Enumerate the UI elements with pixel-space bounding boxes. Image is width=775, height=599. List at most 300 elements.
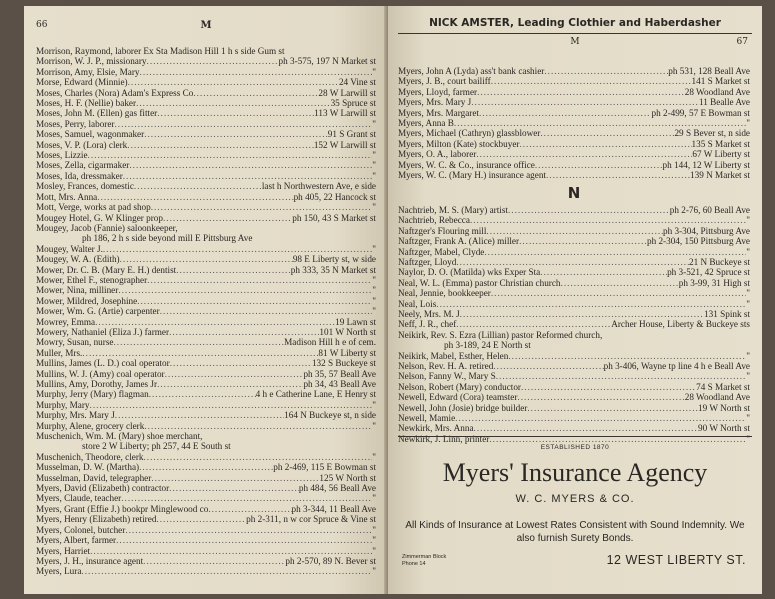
- leader-dots: [115, 410, 284, 420]
- leader-dots: [193, 88, 318, 98]
- entry-name: Newkirk, J. Linn, printer: [398, 433, 490, 444]
- directory-entry: [398, 288, 750, 298]
- directory-entry: [36, 150, 376, 160]
- leader-dots: [491, 288, 746, 298]
- leader-dots: [436, 299, 746, 309]
- leader-dots: [169, 327, 319, 337]
- directory-entry: [36, 556, 376, 566]
- entry-address: 4 h e Catherine Lane, E Henry st: [255, 389, 376, 400]
- directory-entry: [398, 139, 750, 149]
- entry-address: last h Northwestern Ave, e side: [261, 181, 376, 192]
- leader-dots: [602, 330, 750, 340]
- leader-dots: [479, 108, 652, 118]
- entry-name: Moses, Samuel, wagonmaker: [36, 129, 145, 140]
- left-page: [24, 6, 388, 594]
- entry-address: 131 Spink st: [704, 308, 750, 319]
- entry-address: ": [372, 493, 376, 504]
- leader-dots: [157, 108, 314, 118]
- entry-name: Neikirk, Rev. S. Ezra (Lillian) pastor Reformed church,: [398, 329, 603, 340]
- entry-address: 28 Woodland Ave: [684, 392, 750, 403]
- directory-entry: [36, 348, 376, 358]
- ad-location-line1: Zimmerman Block: [402, 554, 447, 560]
- entry-name: Mower, Wm. G. (Artie) carpenter: [36, 306, 160, 317]
- leader-dots: [137, 296, 372, 306]
- leader-dots: [231, 441, 376, 451]
- directory-entry: [398, 413, 750, 423]
- entry-address: 113 W Larwill st: [314, 108, 376, 119]
- entry-address: ": [372, 420, 376, 431]
- n-entries-list: [398, 205, 750, 444]
- leader-dots: [156, 514, 246, 524]
- entry-name: Mullins, James (L. D.) coal operator: [36, 358, 170, 369]
- directory-entry: [36, 452, 376, 462]
- entry-address: ph 34, 43 Beall Ave: [303, 379, 376, 389]
- directory-entry: [36, 317, 376, 327]
- ad-location-line2: Phone 14: [402, 561, 426, 567]
- entry-address: ": [372, 150, 376, 161]
- entry-address: ph 3-575, 197 N Market st: [278, 56, 376, 67]
- leader-dots: [471, 97, 699, 107]
- entry-name: Myers, Lura: [36, 566, 82, 577]
- directory-entry: [36, 296, 376, 306]
- left-page-number: 66: [36, 20, 48, 30]
- directory-entry: [36, 493, 376, 503]
- entry-name: Myers, Colonel, butcher: [36, 524, 126, 535]
- directory-entry: [398, 66, 750, 76]
- directory-entry: [36, 421, 376, 431]
- entry-name: Newell, John (Josie) bridge builder: [398, 402, 528, 413]
- entry-address: ": [372, 170, 376, 181]
- entry-address: 24 Vine st: [338, 77, 376, 88]
- leader-dots: [474, 423, 698, 433]
- entry-name: Moses, Perry, laborer: [36, 118, 115, 129]
- entry-address: ": [372, 285, 376, 296]
- leader-dots: [517, 392, 684, 402]
- directory-entry: [36, 77, 376, 87]
- directory-entry: [398, 257, 750, 267]
- leader-dots: [456, 319, 611, 329]
- directory-entry: [398, 403, 750, 413]
- right-page: [388, 6, 762, 594]
- leader-dots: [178, 223, 376, 233]
- entry-address: ph 2-570, 89 N. Bever st: [285, 555, 376, 566]
- directory-entry: [398, 267, 750, 277]
- entry-name: Mowrey, Emma: [36, 316, 96, 327]
- leader-dots: [535, 160, 663, 170]
- directory-entry: [36, 504, 376, 514]
- leader-dots: [90, 546, 372, 556]
- directory-entry: [36, 56, 376, 66]
- entry-name: Morse, Edward (Minnie): [36, 77, 128, 88]
- entry-address: ph 531, 128 Beall Ave: [668, 66, 750, 76]
- entry-name: Moses, Lizzie: [36, 150, 88, 161]
- directory-entry: [398, 87, 750, 97]
- directory-entry: [36, 306, 376, 316]
- leader-dots: [149, 389, 256, 399]
- entry-name: Naylor, D. O. (Matilda) wks Exper Sta: [398, 267, 541, 278]
- entry-address: ": [746, 298, 750, 309]
- entry-name: Nachtrieb, Rebecca: [398, 215, 470, 226]
- entry-name: Newkirk, Mrs. Anna: [398, 423, 474, 434]
- leader-dots: [169, 483, 299, 493]
- directory-entry: [398, 423, 750, 433]
- entry-name: Moses, Charles (Nora) Adam's Express Co: [36, 87, 194, 98]
- entry-name: Neal, Lois: [398, 298, 437, 309]
- section-letter-n: N: [567, 184, 581, 203]
- entry-name: Muschenich, Wm. M. (Mary) shoe merchant,: [36, 431, 203, 442]
- leader-dots: [544, 66, 668, 76]
- entry-address: ": [372, 566, 376, 577]
- directory-entry: [36, 379, 376, 389]
- leader-dots: [486, 226, 663, 236]
- entry-name: Murphy, Jerry (Mary) flagman: [36, 389, 149, 400]
- leader-dots: [456, 257, 689, 267]
- entry-address: ": [372, 306, 376, 317]
- entry-address: 81 W Liberty st: [318, 347, 376, 358]
- entry-address: 11 Bealle Ave: [698, 97, 750, 108]
- directory-entry: [398, 278, 750, 288]
- entry-name: Mougey, Jacob (Fannie) saloonkeeper,: [36, 222, 178, 233]
- entry-name: Mowry, Susan, nurse: [36, 337, 114, 348]
- directory-entry: [36, 546, 376, 556]
- entry-name: Mower, Ethel F., stenographer: [36, 274, 148, 285]
- entry-address: ph 150, 43 S Market st: [292, 212, 376, 223]
- leader-dots: [521, 382, 696, 392]
- leader-dots: [147, 56, 279, 66]
- leader-dots: [128, 77, 339, 87]
- entry-address: ph 2-76, 60 Beall Ave: [669, 204, 750, 215]
- leader-dots: [90, 400, 373, 410]
- entry-name: Naftzger's Flouring mill: [398, 225, 487, 236]
- entry-address: 21 N Buckeye st: [689, 256, 750, 267]
- entry-name: Moses, Zella, cigarmaker: [36, 160, 130, 171]
- ad-tagline: All Kinds of Insurance at Lowest Rates Consistent with Sound Indemnity. We also furnish Surety Bonds.: [405, 520, 745, 544]
- directory-entry: [36, 192, 376, 202]
- directory-entry: [36, 181, 376, 191]
- directory-entry: [398, 340, 750, 350]
- directory-entry: [398, 149, 750, 159]
- entry-address: 164 N Buckeye st, n side: [284, 410, 376, 421]
- entry-address: ph 3-521, 42 Spruce st: [667, 267, 750, 278]
- entry-address: ": [372, 66, 376, 77]
- leader-dots: [144, 129, 328, 139]
- entry-address: 29 S Bever st, n side: [674, 128, 750, 139]
- entry-address: ": [372, 160, 376, 171]
- entry-address: ph 2-469, 115 E Bowman st: [273, 462, 376, 473]
- directory-entry: [36, 108, 376, 118]
- directory-entry: [36, 223, 376, 233]
- directory-entry: [36, 140, 376, 150]
- leader-dots: [176, 265, 291, 275]
- directory-entry: [36, 244, 376, 254]
- entry-name: Murphy, Mrs. Mary J: [36, 410, 115, 421]
- ad-title: Myers' Insurance Agency: [442, 458, 708, 487]
- entry-address: ": [372, 243, 376, 254]
- directory-entry: [398, 118, 750, 128]
- directory-entry: [36, 202, 376, 212]
- leader-dots: [123, 171, 372, 181]
- entry-address: ": [746, 118, 750, 129]
- directory-entry: [36, 88, 376, 98]
- leader-dots: [151, 202, 372, 212]
- directory-entry: [36, 400, 376, 410]
- entry-address: Archer House, Liberty & Buckeye sts: [611, 319, 750, 330]
- running-head: NICK AMSTER, Leading Clothier and Haberdasher: [429, 17, 721, 29]
- leader-dots: [484, 247, 746, 257]
- entry-address: ph 405, 22 Hancock st: [293, 191, 376, 202]
- directory-entry: [398, 319, 750, 329]
- leader-dots: [460, 309, 704, 319]
- directory-entry: [36, 285, 376, 295]
- leader-dots: [151, 473, 319, 483]
- leader-dots: [103, 244, 372, 254]
- entry-name: Mougey, Walter J.: [36, 243, 103, 254]
- m-entries-list: [398, 66, 750, 180]
- entry-address: 141 S Market st: [691, 76, 750, 87]
- directory-entry: [36, 129, 376, 139]
- directory-entry: [36, 254, 376, 264]
- entry-name: Myers, W. C. (Mary H.) insurance agent: [398, 170, 546, 181]
- leader-dots: [116, 535, 372, 545]
- entry-name: Neikirk, Mabel, Esther, Helen: [398, 350, 509, 361]
- leader-dots: [136, 98, 331, 108]
- entry-name: Myers, Claude, teacher: [36, 493, 122, 504]
- entry-address: 90 W North st: [698, 423, 750, 434]
- leader-dots: [97, 192, 293, 202]
- directory-entry: [36, 160, 376, 170]
- leader-dots: [540, 128, 674, 138]
- leader-dots: [540, 267, 667, 277]
- leader-dots: [147, 275, 372, 285]
- directory-entry: [36, 98, 376, 108]
- entry-address: ph 35, 57 Beall Ave: [303, 368, 376, 379]
- directory-entry: [398, 108, 750, 118]
- directory-entry: [36, 327, 376, 337]
- directory-entry: [398, 205, 750, 215]
- entry-address: 135 S Market st: [691, 138, 750, 149]
- entry-address: ": [746, 350, 750, 361]
- leader-dots: [134, 181, 262, 191]
- leader-dots: [144, 421, 372, 431]
- entry-name: Moses, Ida, dressmaker: [36, 170, 123, 181]
- entry-name: Newell, Edward (Cora) teamster: [398, 392, 518, 403]
- directory-entry: [398, 299, 750, 309]
- directory-entry: [398, 97, 750, 107]
- leader-dots: [157, 379, 303, 389]
- directory-entry: [398, 160, 750, 170]
- leader-dots: [561, 278, 679, 288]
- leader-dots: [454, 118, 746, 128]
- directory-entry: [398, 215, 750, 225]
- entry-name: Myers, Anna B: [398, 118, 454, 129]
- entry-name: Mower, Mildred, Josephine: [36, 295, 138, 306]
- entry-name: Newell, Mamie: [398, 413, 456, 423]
- entry-name: Neff, J. R., chef: [398, 319, 457, 330]
- leader-dots: [519, 236, 647, 246]
- directory-entry: [36, 171, 376, 181]
- leader-dots: [455, 413, 746, 423]
- leader-dots: [527, 403, 698, 413]
- entry-address: ": [746, 413, 750, 423]
- directory-entry: [36, 233, 376, 243]
- entry-address: ": [372, 274, 376, 285]
- entry-name: Moses, H. F. (Nellie) baker: [36, 98, 137, 109]
- entry-name: ph 186, 2 h s side beyond mill E Pittsburg Ave: [82, 233, 253, 244]
- entry-name: Mower, Dr. C. B. (Mary E. H.) dentist: [36, 264, 177, 275]
- entry-address: 152 W Larwill st: [313, 139, 376, 150]
- leader-dots: [519, 139, 691, 149]
- directory-entry: [36, 525, 376, 535]
- leader-dots: [531, 340, 750, 350]
- entry-address: ": [372, 399, 376, 410]
- leader-dots: [88, 150, 373, 160]
- entry-address: ph 144, 12 W Liberty st: [662, 159, 750, 170]
- leader-dots: [120, 254, 293, 264]
- entry-name: Myers, Albert, farmer: [36, 535, 117, 546]
- entry-name: Musselman, D. W. (Martha): [36, 462, 140, 473]
- entry-name: Muller, Mrs.: [36, 347, 83, 358]
- entry-name: Myers, W. C. & Co., insurance office: [398, 159, 535, 170]
- entry-name: Musselman, David, telegrapher: [36, 472, 152, 483]
- directory-entry: [36, 213, 376, 223]
- entry-name: store 2 W Liberty; ph 257, 44 E South st: [82, 441, 231, 452]
- entry-name: Neal, Jennie, bookkeeper: [398, 288, 491, 299]
- leader-dots: [139, 462, 273, 472]
- leader-dots: [121, 493, 372, 503]
- entry-name: Nelson, Rev. H. A. retired: [398, 360, 494, 371]
- entry-name: Myers, David (Elizabeth) contractor: [36, 483, 170, 494]
- directory-entry: [398, 330, 750, 340]
- ad-location: [402, 554, 446, 568]
- entry-name: Myers, O. A., laborer: [398, 149, 477, 160]
- entry-address: ": [372, 295, 376, 306]
- directory-entry: [398, 361, 750, 371]
- entry-name: Moses, John M. (Ellen) gas fitter: [36, 108, 158, 119]
- entry-address: ph 3-344, 11 Beall Ave: [291, 503, 376, 514]
- entry-name: Neal, W. L. (Emma) pastor Christian church: [398, 277, 561, 288]
- entry-address: 35 Spruce st: [330, 98, 376, 109]
- entry-name: Neely, Mrs. M. J: [398, 308, 460, 319]
- entry-name: Myers, Mrs. Margaret: [398, 107, 479, 118]
- entry-name: Murphy, Mary: [36, 399, 90, 410]
- entry-name: Nachtrieb, M. S. (Mary) artist: [398, 204, 508, 215]
- leader-dots: [81, 566, 372, 576]
- directory-entry: [36, 566, 376, 576]
- entry-name: Myers, Henry (Elizabeth) retired: [36, 514, 157, 525]
- entry-name: Nelson, Robert (Mary) conductor: [398, 381, 521, 392]
- entry-address: ": [746, 246, 750, 257]
- leader-dots: [208, 504, 291, 514]
- entry-name: Nelson, Fanny W., Mary S: [398, 371, 496, 382]
- entry-address: ": [372, 202, 376, 213]
- directory-entry: [398, 309, 750, 319]
- entry-name: Muschenich, Theodore, clerk: [36, 451, 144, 462]
- directory-entry: [398, 392, 750, 402]
- directory-entry: [398, 76, 750, 86]
- directory-entry: [36, 483, 376, 493]
- directory-entry: [398, 382, 750, 392]
- leader-dots: [160, 306, 373, 316]
- entry-name: Naftzger, Mabel, Clyde: [398, 246, 485, 257]
- right-page-letter: M: [570, 37, 580, 47]
- insurance-advertisement: [388, 433, 762, 594]
- directory-entry: [398, 236, 750, 246]
- entry-address: ": [746, 433, 750, 444]
- leader-dots: [95, 317, 335, 327]
- left-entries-list: [36, 46, 376, 577]
- directory-entry: [398, 226, 750, 236]
- entry-address: 139 N Market st: [690, 170, 750, 181]
- leader-dots: [170, 358, 312, 368]
- entry-name: Myers, Grant (Effie J.) bookpr Minglewood co: [36, 503, 209, 514]
- ad-address: 12 WEST LIBERTY ST.: [606, 553, 746, 567]
- directory-entry: [36, 389, 376, 399]
- directory-entry: [36, 46, 376, 56]
- entry-address: ph 2-499, 57 E Bowman st: [651, 107, 750, 118]
- leader-dots: [129, 160, 372, 170]
- leader-dots: [252, 233, 376, 243]
- directory-entry: [398, 128, 750, 138]
- directory-entry: [36, 275, 376, 285]
- entry-name: Myers, Milton (Kate) stockbuyer: [398, 138, 520, 149]
- leader-dots: [202, 431, 376, 441]
- entry-address: ph 2-304, 150 Pittsburg Ave: [646, 236, 750, 247]
- leader-dots: [508, 351, 746, 361]
- leader-dots: [115, 119, 373, 129]
- leader-dots: [477, 87, 685, 97]
- entry-name: Myers, Harriet: [36, 545, 91, 556]
- leader-dots: [285, 46, 376, 56]
- entry-name: Naftzger, Frank A. (Alice) miller: [398, 236, 520, 247]
- leader-dots: [508, 205, 670, 215]
- entry-address: ph 3-99, 31 High st: [678, 277, 750, 288]
- entry-address: 19 Lawn st: [335, 316, 376, 327]
- entry-address: ": [372, 118, 376, 129]
- entry-name: Morrison, Raymond, laborer Ex Sta Madison Hill 1 h s side Gum st: [36, 46, 285, 56]
- entry-address: ph 484, 56 Beall Ave: [298, 483, 376, 494]
- directory-entry: [36, 473, 376, 483]
- entry-address: 125 W North st: [319, 472, 376, 483]
- entry-address: ": [746, 288, 750, 299]
- entry-name: Mott, Mrs. Anna: [36, 191, 98, 202]
- right-entries: [398, 66, 750, 444]
- entry-address: 67 W Liberty st: [692, 149, 750, 160]
- entry-address: 91 S Grant st: [327, 129, 376, 140]
- entry-name: Myers, John A (Lyda) ass't bank cashier: [398, 66, 545, 76]
- directory-entry: [398, 351, 750, 361]
- leader-dots: [493, 361, 603, 371]
- entry-address: ": [372, 545, 376, 556]
- entry-name: Myers, J. H., insurance agent: [36, 555, 144, 566]
- leader-dots: [125, 525, 372, 535]
- leader-dots: [143, 556, 285, 566]
- entry-address: 101 W North st: [319, 326, 376, 337]
- entry-name: Naftzger, Lloyd: [398, 256, 457, 267]
- leader-dots: [496, 371, 746, 381]
- ad-firm: W. C. MYERS & CO.: [515, 493, 635, 505]
- entry-name: Myers, Michael (Cathryn) glassblower: [398, 128, 541, 139]
- entry-address: 132 S Buckeye st: [311, 358, 376, 369]
- entry-address: ": [372, 535, 376, 546]
- entry-address: 98 E Liberty st, w side: [292, 254, 376, 265]
- leader-dots: [165, 369, 304, 379]
- leader-dots: [546, 170, 690, 180]
- entry-address: Madison Hill h e of cem.: [284, 337, 376, 348]
- entry-address: 19 W North st: [698, 402, 750, 413]
- directory-entry: [36, 67, 376, 77]
- entry-address: ": [746, 215, 750, 226]
- entry-name: Myers, J. B., court bailiff: [398, 76, 491, 87]
